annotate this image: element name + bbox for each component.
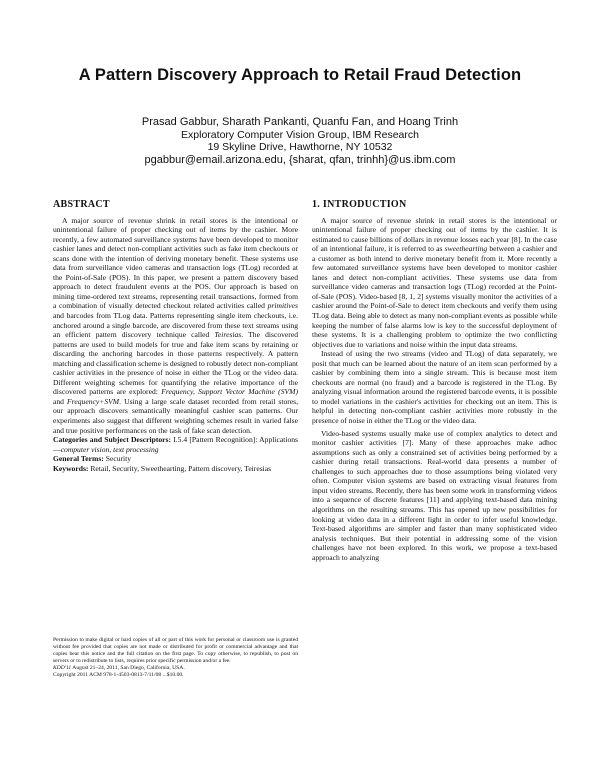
author-block bbox=[0, 116, 600, 166]
author-address: 19 Skyline Drive, Hawthorne, NY 10532 bbox=[207, 141, 393, 153]
paper-title: A Pattern Discovery Approach to Retail Fraud Detection bbox=[78, 66, 522, 84]
abstract-heading: ABSTRACT bbox=[53, 199, 110, 210]
intro-paragraph-2: Instead of using the two streams (video and TLog) of data separately, we posit that much can be learned about the nature of an item scan performed by a cashier by combining them into a single stream. This is because most item checkouts are normal (no fraud) and a barcode is registered in the TLog. By analyzing visual information around the registered barcode events, it is possible to model variations in the cashier's activities for checking out an item. This is helpful in detecting non-compliant cashier activities more robustly in the presence of noise in either the TLog or the video data. bbox=[312, 349, 557, 426]
general-terms: General Terms: Security bbox=[53, 454, 132, 464]
introduction-heading: 1. INTRODUCTION bbox=[312, 199, 407, 210]
copyright-line: Copyright 2011 ACM 978-1-4503-0813-7/11/08 ...$10.00. bbox=[53, 672, 184, 678]
author-email: pgabbur@email.arizona.edu, {sharat, qfan, trinhh}@us.ibm.com bbox=[144, 153, 456, 166]
right-column bbox=[312, 200, 557, 562]
author-affiliation: Exploratory Computer Vision Group, IBM Research bbox=[181, 128, 419, 141]
left-column bbox=[53, 200, 298, 473]
permission-notice bbox=[53, 637, 298, 679]
venue-line: KDD'11 August 21–24, 2011, San Diego, California, USA. bbox=[53, 665, 185, 671]
categories-descriptors: Categories and Subject Descriptors: I.5.4 [Pattern Recognition]: Applications—computer vision, text processing bbox=[53, 435, 298, 454]
abstract-text: A major source of revenue shrink in retail stores is the intentional or unintentional failure of proper checking out of items by the cashier. More recently, a few automated surveillance systems have been developed to monitor cashier lanes and detect non-compliant activities such as fake item checkouts or scans done with the intention of deriving monetary benefit. These systems use data from surveillance video cameras and transaction logs (TLog) recorded at the Point-of-Sale (POS). In this paper, we present a pattern discovery based approach to detect fraudulent events at the POS. Our approach is based on mining time-ordered text streams, representing retail transactions, formed from a combination of visually detected checkout related activities called primitives and barcodes from TLog data. Patterns representing single item checkouts, i.e. anchored around a single barcode, are discovered from these text streams using an efficient pattern discovery technique called Teiresias. The discovered patterns are used to build models for true and fake item scans by retaining or discarding the anchoring barcodes in those patterns respectively. A pattern matching and classification scheme is designed to robustly detect non-compliant cashier activities in the presence of noise in either the TLog or the video data. Different weighting schemes for quantifying the relative importance of the discovered patterns are explored: Frequency, Support Vector Machine (SVM) and Frequency+SVM. Using a large scale dataset recorded from retail stores, our approach discovers semantically meaningful cashier scan patterns. Our experiments also suggest that different weighting schemes result in varied false and true positive performances on the task of fake scan detection. bbox=[53, 215, 298, 435]
intro-paragraph-3: Video-based systems usually make use of complex analytics to detect and monitor cashier activities [7]. Many of these approaches make adhoc assumptions such as only a constrained set of activities being performed by a cashier during retail transactions. Real-world data presents a number of challenges to such approaches due to those assumptions being violated very often. Computer vision systems are based on extracting visual features from input video streams. Recently, there has been some work in transforming videos into a sequence of discrete features [11] and applying text-based data mining algorithms on the resulting streams. This has opened up new possibilities for looking at video data in a different light in order to infer useful knowledge. Text-based algorithms are simpler and faster than many sophisticated video analysis techniques. But their potential in addressing some of the vision challenges have not been explored. In this work, we propose a text-based approach to analyzing bbox=[312, 428, 557, 562]
permission-text: Permission to make digital or hard copies of all or part of this work for personal or classroom use is granted without fee provided that copies are not made or distributed for profit or commercial advantage and that copies bear this notice and the full citation on the first page. To copy otherwise, to republish, to post on servers or to redistribute to lists, requires prior specific permission and/or a fee. bbox=[53, 637, 298, 664]
keywords: Keywords: Retail, Security, Sweethearting, Pattern discovery, Teiresias bbox=[53, 463, 272, 473]
author-names: Prasad Gabbur, Sharath Pankanti, Quanfu Fan, and Hoang Trinh bbox=[141, 116, 459, 128]
intro-paragraph-1: A major source of revenue shrink in retail stores is the intentional or unintentional failure of proper checking out of items by the cashier. It is estimated to cause billions of dollars in revenue losses each year [8]. In the case of an intentional failure, it is referred to as sweethearting between a cashier and a customer as both intend to derive monetary benefit from it. More recently a few automated surveillance systems have been developed to monitor cashier lanes and detect non-compliant activities. These systems use data from surveillance video cameras and transaction logs (TLog) recorded at the Point-of-Sale (POS). Video-based [8, 1, 2] systems visually monitor the activities of a cashier around the Point-of-Sale to detect item checkouts and verify them using TLog data. Being able to detect as many non-compliant events as possible while keeping the number of false alarms low is key to the successful deployment of these systems. It is a challenging problem to optimize the two conflicting objectives due to variations and noise within the input data streams. bbox=[312, 215, 557, 349]
